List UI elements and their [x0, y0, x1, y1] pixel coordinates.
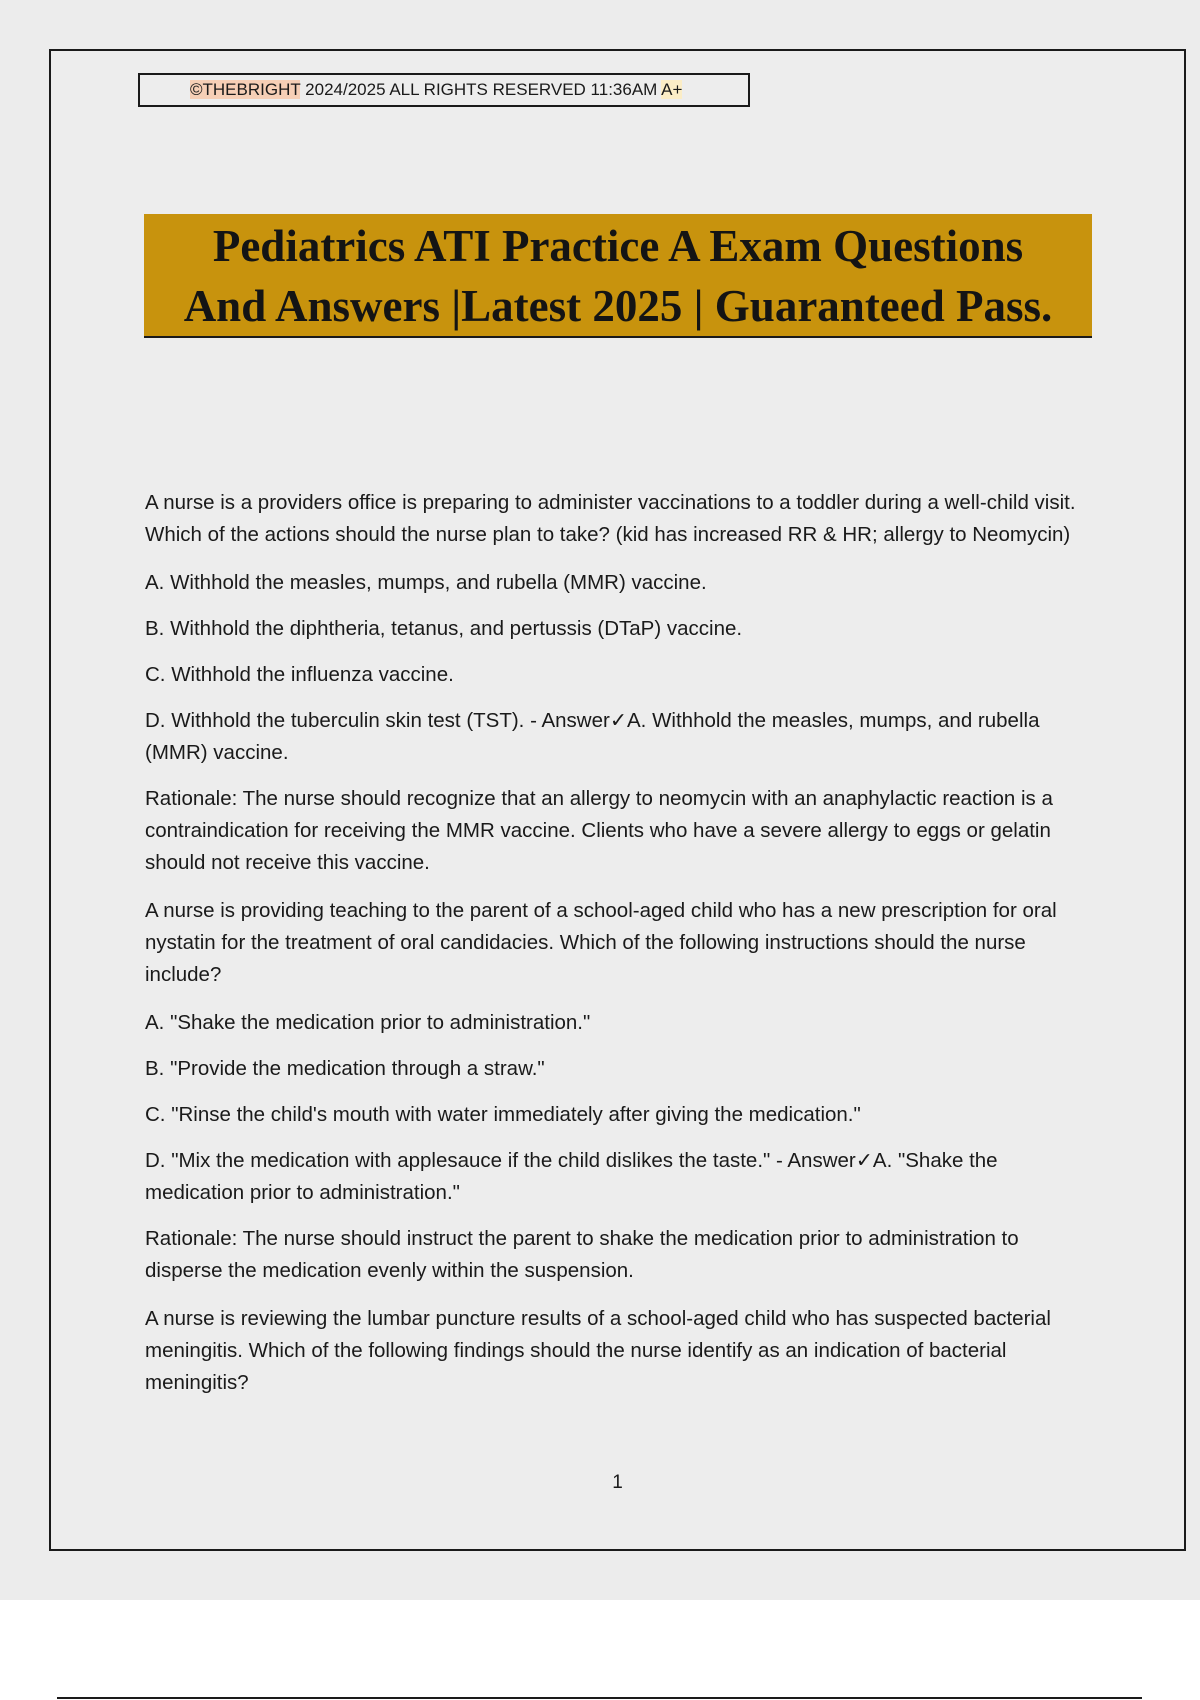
answer-option: B. "Provide the medication through a straw.": [145, 1057, 545, 1080]
answer-option-with-key: D. Withhold the tuberculin skin test (TST). - Answer✓A. Withhold the measles, mumps, and rubella (MMR) vaccine.: [145, 709, 1040, 764]
page-number: 1: [612, 1472, 623, 1493]
answer-option: C. Withhold the influenza vaccine.: [145, 663, 454, 686]
question-stem: A nurse is reviewing the lumbar puncture results of a school-aged child who has suspected bacterial meningitis. Which of the following findings should the nurse identify as an indication of bacterial meningitis?: [145, 1307, 1051, 1394]
copyright-text: 2024/2025 ALL RIGHTS RESERVED 11:36AM: [300, 80, 662, 99]
answer-option: C. "Rinse the child's mouth with water immediately after giving the medication.": [145, 1103, 861, 1126]
answer-option: B. Withhold the diphtheria, tetanus, and pertussis (DTaP) vaccine.: [145, 617, 743, 640]
title-line-2: And Answers |Latest 2025 | Guaranteed Pass.: [183, 281, 1053, 331]
question-stem: A nurse is providing teaching to the parent of a school-aged child who has a new prescription for oral nystatin for the treatment of oral candidacies. Which of the following instructions should the nurse include?: [145, 899, 1057, 986]
copyright-owner: ©THEBRIGHT: [190, 80, 301, 99]
answer-option: A. Withhold the measles, mumps, and rubella (MMR) vaccine.: [145, 571, 707, 594]
document-body: [145, 487, 1095, 1415]
rationale: Rationale: The nurse should recognize that an allergy to neomycin with an anaphylactic reaction is a contraindication for receiving the MMR vaccine. Clients who have a severe allergy to eggs or gelatin should not receive this vaccine.: [145, 787, 1053, 874]
title-line-1: Pediatrics ATI Practice A Exam Questions: [212, 221, 1024, 271]
rationale: Rationale: The nurse should instruct the parent to shake the medication prior to administration to disperse the medication evenly within the suspension.: [145, 1227, 1019, 1282]
answer-option-with-key: D. "Mix the medication with applesauce if the child dislikes the taste." - Answer✓A. "Shake the medication prior to administration.": [145, 1149, 998, 1204]
grade-badge: A+: [661, 80, 683, 99]
question-stem: A nurse is a providers office is preparing to administer vaccinations to a toddler during a well-child visit. Which of the actions should the nurse plan to take? (kid has increased RR & HR; allergy to Neomycin): [145, 491, 1076, 546]
document-title: [144, 214, 1092, 338]
answer-option: A. "Shake the medication prior to administration.": [145, 1011, 591, 1034]
copyright-header: [138, 73, 750, 107]
next-page-rule: [57, 1697, 1142, 1699]
